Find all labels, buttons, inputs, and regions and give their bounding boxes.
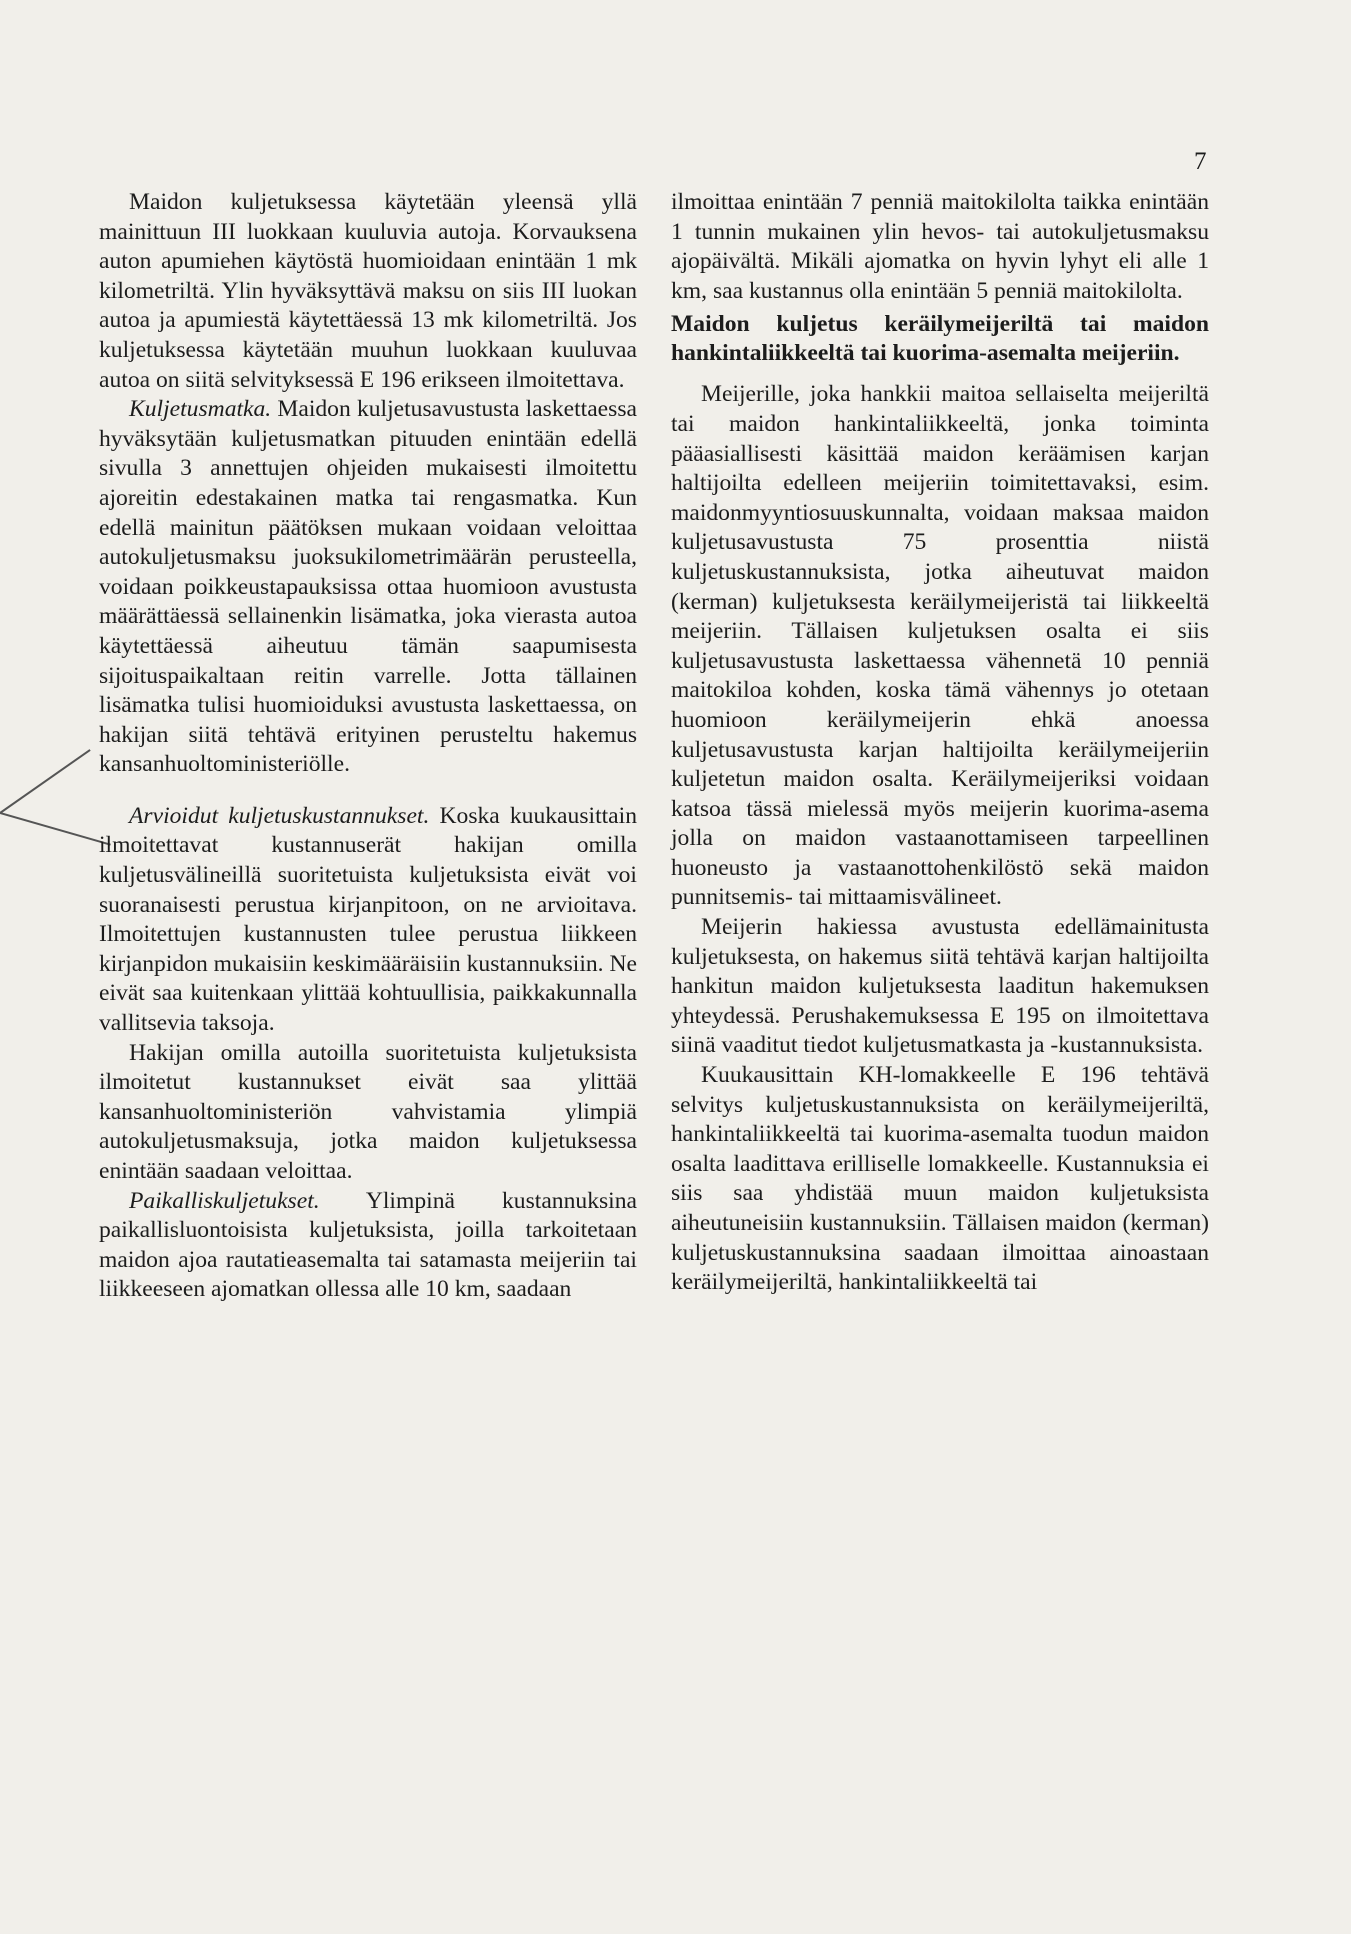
right-column	[671, 188, 1209, 1298]
paragraph-continued: ilmoittaa enintään 7 penniä maitokilolta taikka enintään 1 tunnin mukainen ylin hevos- tai autokuljetusmaksu ajopäivältä. Mikäli ajomatka on hyvin lyhyt eli alle 1 km, saa kustannus olla enintään 5 penniä maitokilolta.	[671, 189, 1209, 304]
paragraph-lead: Arvioidut kuljetuskustannukset.	[129, 802, 430, 829]
paragraph: Meijerin hakiessa avustusta edellämainitusta kuljetuksesta, on hakemus siitä tehtävä karjan haltijoilta hankitun maidon kuljetuksesta laaditun hakemuksen yhteydessä. Perushakemuksessa E 195 on ilmoitettava siinä vaaditut tiedot kuljetusmatkasta ja -kustannuksista.	[671, 914, 1209, 1059]
paragraph: Paikalliskuljetukset. Ylimpinä kustannuksina paikallisluontoisista kuljetuksista, joilla tarkoitetaan maidon ajoa rautatieasemalta tai satamasta meijeriin tai liikkeeseen ajomatkan ollessa alle 10 km, saadaan	[99, 1187, 637, 1303]
paragraph: Meijerille, joka hankkii maitoa sellaiselta meijeriltä tai maidon hankintaliikkeeltä, jonka toiminta pääasiallisesti käsittää maidon keräämisen karjan haltijoilta edelleen meijeriin toimitettavaksi, esim. maidonmyyntiosuuskunnalta, voidaan maksaa maidon kuljetusavustusta 75 prosenttia niistä kuljetuskustannuksista, jotka aiheutuvat maidon (kerman) kuljetuksesta keräilymeijeristä tai liikkeeltä meijeriin. Tällaisen kuljetuksen osalta ei siis kuljetusavustusta laskettaessa vähennetä 10 penniä maitokiloa kohden, koska tämä vähennys jo otetaan huomioon keräilymeijerin ehkä anoessa kuljetusavustusta karjan haltijoilta keräilymeijeriin kuljetetun maidon osalta. Keräilymeijeriksi voidaan katsoa tässä mielessä myös meijerin kuorima-asema jolla on maidon vastaanottamiseen tarpeellinen huoneusto ja vastaanottohenkilöstö sekä maidon punnitsemis- tai mittaamisvälineet.	[671, 381, 1209, 911]
paragraph: Kuljetusmatka. Maidon kuljetusavustusta laskettaessa hyväksytään kuljetusmatkan pituuden enintään edellä sivulla 3 annettujen ohjeiden mukaisesti ilmoitettu ajoreitin edestakainen matka tai rengasmatka. Kun edellä mainitun päätöksen mukaan voidaan veloittaa autokuljetusmaksu juoksukilometrimäärän perusteella, voidaan poikkeustapauksissa ottaa huomioon avustusta määrättäessä sellainenkin lisämatka, joka vierasta autoa käytettäessä aiheutuu tämän saapumisesta sijoituspaikaltaan reitin varrelle. Jotta tällainen lisämatka tulisi huomioiduksi avustusta laskettaessa, on hakijan siitä tehtävä erityinen perusteltu hakemus kansanhuoltoministeriölle.	[99, 396, 637, 778]
section-heading: Maidon kuljetus keräilymeijeriltä tai maidon hankintaliikkeeltä tai kuorima-asemalta meijeriin.	[671, 311, 1209, 367]
paragraph: Maidon kuljetuksessa käytetään yleensä yllä mainittuun III luokkaan kuuluvia autoja. Korvauksena auton apumiehen käytöstä huomioidaan enintään 1 mk kilometriltä. Ylin hyväksyttävä maksu on siis III luokan autoa ja apumiestä käytettäessä 13 mk kilometriltä. Jos kuljetuksessa käytetään muuhun luokkaan kuuluvaa autoa on siitä selvityksessä E 196 erikseen ilmoitettava.	[99, 189, 637, 393]
paragraph-lead: Paikalliskuljetukset.	[129, 1187, 320, 1214]
margin-mark-upper	[0, 749, 91, 814]
page-number: 7	[1194, 148, 1207, 175]
paragraph-lead: Kuljetusmatka.	[129, 396, 272, 423]
left-column	[99, 188, 637, 1305]
paragraph: Hakijan omilla autoilla suoritetuista kuljetuksista ilmoitetut kustannukset eivät saa ylittää kansanhuoltoministeriön vahvistamia ylimpiä autokuljetusmaksuja, jotka maidon kuljetuksessa enintään saadaan veloittaa.	[99, 1039, 637, 1184]
paragraph: Kuukausittain KH-lomakkeelle E 196 tehtävä selvitys kuljetuskustannuksista on keräilymeijeriltä, hankintaliikkeeltä tai kuorima-asemalta tuodun maidon osalta laadittava erilliselle lomakkeelle. Kustannuksia ei siis saa yhdistää muun maidon kuljetuksista aiheutuneisiin kustannuksiin. Tällaisen maidon (kerman) kuljetuskustannuksina saadaan ilmoittaa ainoastaan keräilymeijeriltä, hankintaliikkeeltä tai	[671, 1062, 1209, 1296]
margin-mark-lower	[0, 812, 111, 846]
paragraph: Arvioidut kuljetuskustannukset. Koska kuukausittain ilmoitettavat kustannuserät hakijan omilla kuljetusvälineillä suoritetuista kuljetuksista eivät voi suoranaisesti perustua kirjanpitoon, on ne arvioitava. Ilmoitettujen kustannusten tulee perustua liikkeen kirjanpidon mukaisiin keskimääräisiin kustannuksiin. Ne eivät saa kuitenkaan ylittää kohtuullisia, paikkakunnalla vallitsevia taksoja.	[99, 802, 637, 1037]
